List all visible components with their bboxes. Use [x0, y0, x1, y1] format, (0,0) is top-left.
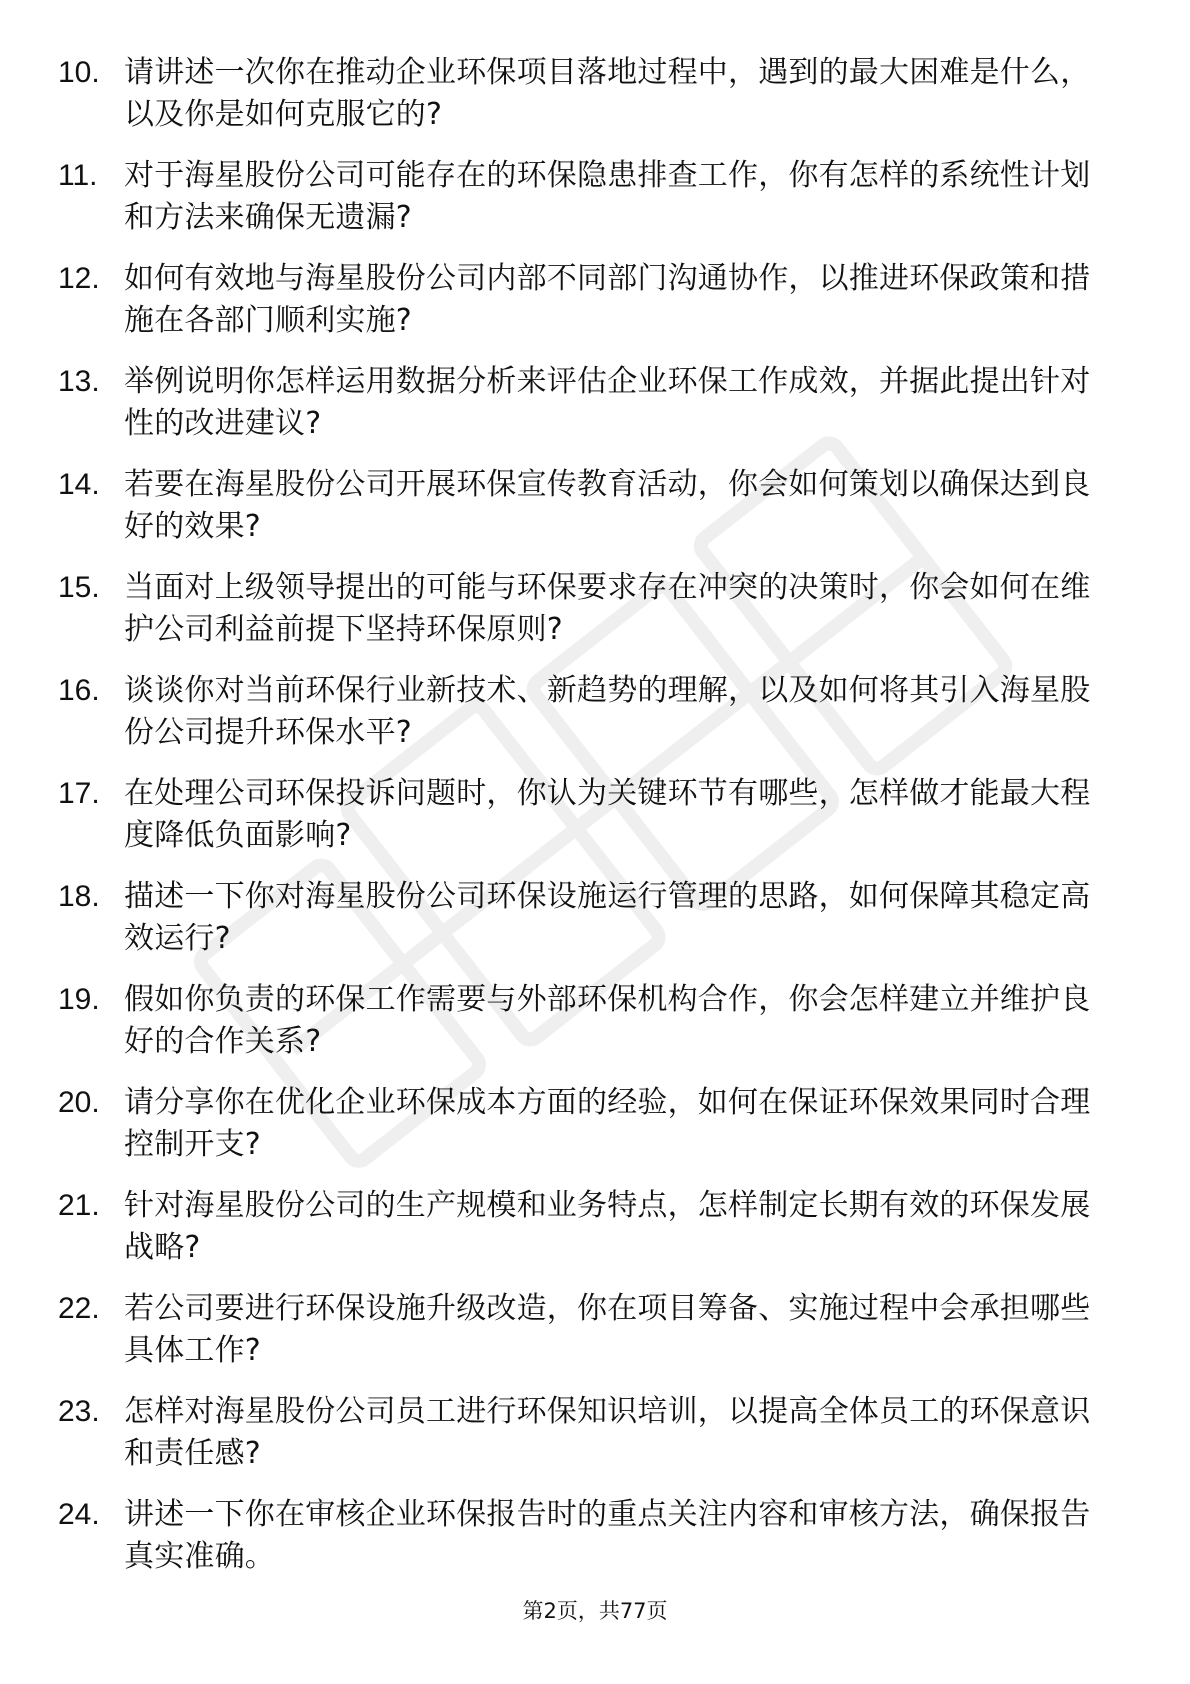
question-item — [58, 1185, 1118, 1288]
question-number: 15. — [58, 571, 100, 604]
question-number: 18. — [58, 880, 100, 913]
question-text: 对于海星股份公司可能存在的环保隐患排查工作，你有怎样的系统性计划和方法来确保无遗漏? — [124, 158, 1091, 235]
question-item — [58, 1494, 1118, 1597]
question-number: 14. — [58, 468, 100, 501]
page-footer — [0, 1597, 1190, 1625]
question-text: 若要在海星股份公司开展环保宣传教育活动，你会如何策划以确保达到良好的效果? — [124, 467, 1091, 544]
question-item — [58, 1288, 1118, 1391]
question-text: 请讲述一次你在推动企业环保项目落地过程中，遇到的最大困难是什么，以及你是如何克服它的? — [124, 55, 1091, 132]
question-item — [58, 464, 1118, 567]
question-item — [58, 979, 1118, 1082]
question-text: 讲述一下你在审核企业环保报告时的重点关注内容和审核方法，确保报告真实准确。 — [124, 1497, 1091, 1574]
question-item — [58, 155, 1118, 258]
question-number: 11. — [58, 159, 98, 192]
question-number: 12. — [58, 262, 100, 295]
question-item — [58, 773, 1118, 876]
question-number: 10. — [58, 56, 100, 89]
question-number: 16. — [58, 674, 100, 707]
question-item — [58, 258, 1118, 361]
question-number: 17. — [58, 777, 100, 810]
question-item — [58, 1082, 1118, 1185]
question-text: 怎样对海星股份公司员工进行环保知识培训，以提高全体员工的环保意识和责任感? — [124, 1394, 1091, 1471]
question-text: 假如你负责的环保工作需要与外部环保机构合作，你会怎样建立并维护良好的合作关系? — [124, 982, 1091, 1059]
question-text: 针对海星股份公司的生产规模和业务特点，怎样制定长期有效的环保发展战略? — [124, 1188, 1091, 1265]
question-text: 如何有效地与海星股份公司内部不同部门沟通协作，以推进环保政策和措施在各部门顺利实施? — [124, 261, 1091, 338]
question-number: 23. — [58, 1395, 100, 1428]
question-list — [58, 52, 1118, 1597]
question-item — [58, 52, 1118, 155]
question-number: 21. — [58, 1189, 100, 1222]
question-item — [58, 361, 1118, 464]
question-item — [58, 567, 1118, 670]
question-text: 举例说明你怎样运用数据分析来评估企业环保工作成效，并据此提出针对性的改进建议? — [124, 364, 1091, 441]
question-text: 请分享你在优化企业环保成本方面的经验，如何在保证环保效果同时合理控制开支? — [124, 1085, 1091, 1162]
question-item — [58, 670, 1118, 773]
page-indicator: 第2页，共77页 — [522, 1599, 668, 1623]
question-text: 谈谈你对当前环保行业新技术、新趋势的理解，以及如何将其引入海星股份公司提升环保水平? — [124, 673, 1091, 750]
question-text: 若公司要进行环保设施升级改造，你在项目筹备、实施过程中会承担哪些具体工作? — [124, 1291, 1091, 1368]
question-number: 13. — [58, 365, 100, 398]
question-text: 描述一下你对海星股份公司环保设施运行管理的思路，如何保障其稳定高效运行? — [124, 879, 1091, 956]
question-number: 20. — [58, 1086, 100, 1119]
question-number: 24. — [58, 1498, 100, 1531]
question-number: 19. — [58, 983, 100, 1016]
question-number: 22. — [58, 1292, 100, 1325]
question-text: 在处理公司环保投诉问题时，你认为关键环节有哪些，怎样做才能最大程度降低负面影响? — [124, 776, 1091, 853]
question-item — [58, 876, 1118, 979]
question-item — [58, 1391, 1118, 1494]
question-text: 当面对上级领导提出的可能与环保要求存在冲突的决策时，你会如何在维护公司利益前提下坚持环保原则? — [124, 570, 1091, 647]
